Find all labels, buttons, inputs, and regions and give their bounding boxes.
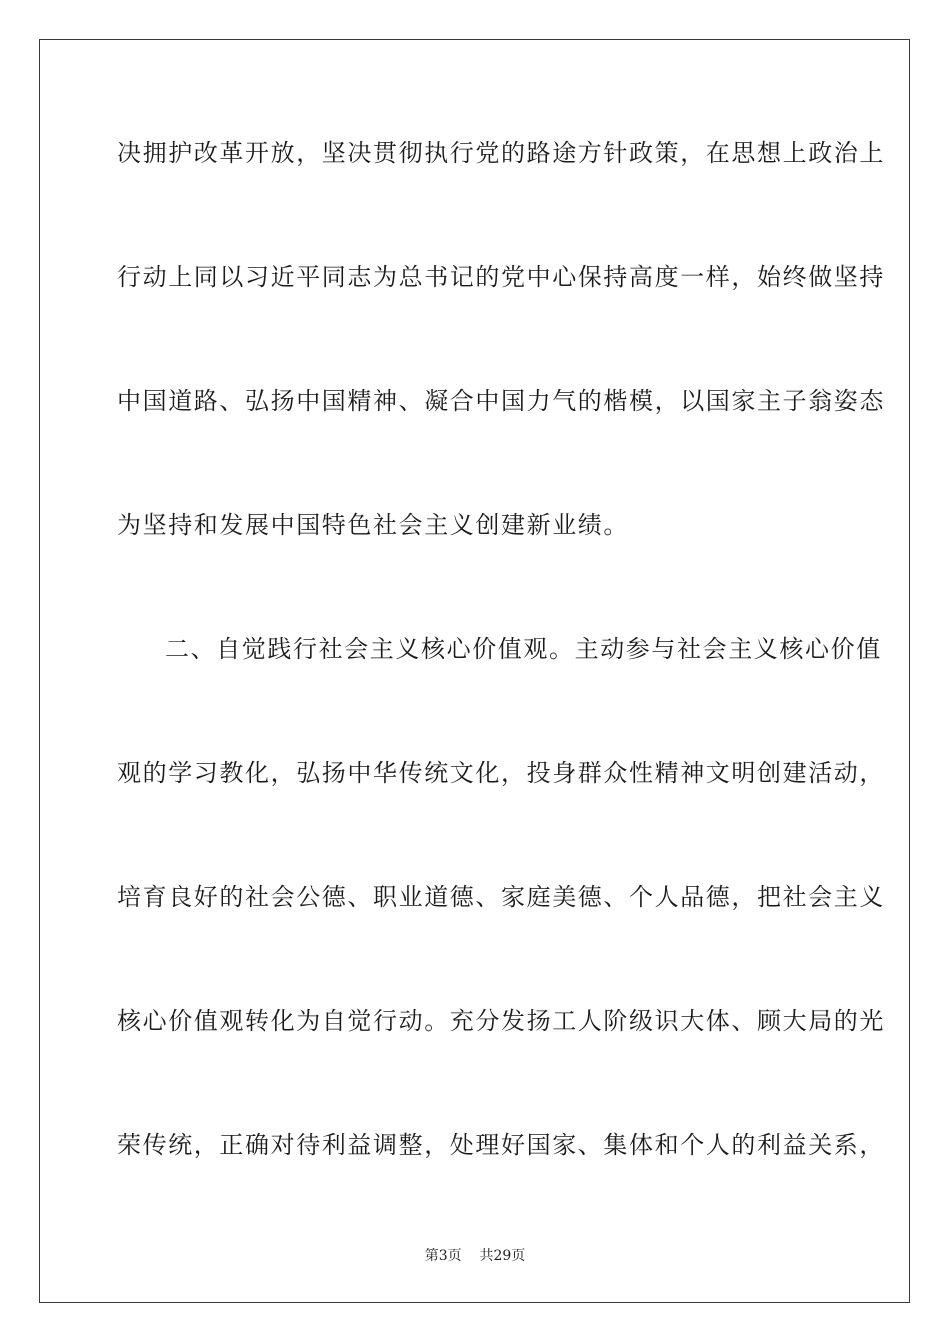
text-line-1: 决拥护改革开放，坚决贯彻执行党的路途方针政策，在思想上政治上 — [117, 139, 885, 167]
text-line-8: 核心价值观转化为自觉行动。充分发扬工人阶级识大体、顾大局的光 — [117, 1007, 885, 1035]
text-line-6: 观的学习教化，弘扬中华传统文化，投身群众性精神文明创建活动， — [117, 759, 885, 787]
text-line-4: 为坚持和发展中国特色社会主义创建新业绩。 — [117, 511, 629, 539]
paragraph-2-first-line: 二、自觉践行社会主义核心价值观。主动参与社会主义核心价值 — [165, 635, 882, 663]
text-line-2: 行动上同以习近平同志为总书记的党中心保持高度一样，始终做坚持 — [117, 263, 885, 291]
page-footer — [0, 1247, 950, 1265]
text-line-9: 荣传统，正确对待利益调整，处理好国家、集体和个人的利益关系， — [117, 1131, 885, 1159]
page-frame — [39, 39, 910, 1303]
page-total: 共29页 — [479, 1248, 526, 1264]
text-line-7: 培育良好的社会公德、职业道德、家庭美德、个人品德，把社会主义 — [117, 883, 885, 911]
page-number: 第3页 — [424, 1248, 462, 1264]
text-line-3: 中国道路、弘扬中国精神、凝合中国力气的楷模，以国家主子翁姿态 — [117, 387, 885, 415]
